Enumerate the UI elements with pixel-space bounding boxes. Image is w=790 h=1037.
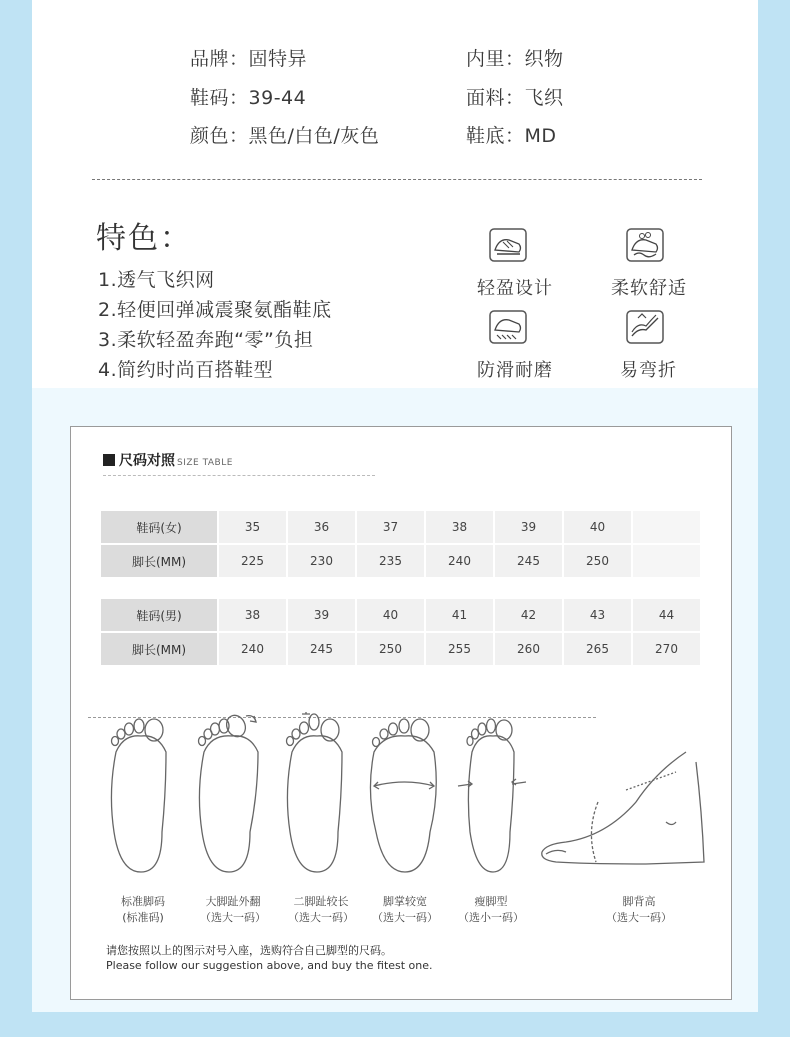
table-row xyxy=(100,632,701,666)
size-table-title-en: SIZE TABLE xyxy=(177,458,233,468)
foot-high-instep-icon xyxy=(542,752,704,864)
table-row xyxy=(100,510,701,544)
foot-type-advice: （选小一码） xyxy=(458,911,524,924)
table-cell: 38 xyxy=(218,598,287,632)
row-header: 鞋码(男) xyxy=(100,598,218,632)
table-cell: 40 xyxy=(356,598,425,632)
foot-type-advice: （选大一码） xyxy=(372,911,438,924)
foot-type-advice: (标准码) xyxy=(122,911,164,924)
table-cell: 225 xyxy=(218,544,287,578)
table-row xyxy=(100,544,701,578)
spec-label: 品牌： xyxy=(190,48,249,70)
foot-type-name: 瘦脚型 xyxy=(474,895,508,908)
foot-wide-icon xyxy=(370,719,436,872)
table-cell: 240 xyxy=(218,632,287,666)
table-cell: 240 xyxy=(425,544,494,578)
foot-slim-icon xyxy=(458,719,526,872)
spec-value: MD xyxy=(524,125,557,147)
row-header: 脚长(MM) xyxy=(100,632,218,666)
table-cell: 39 xyxy=(494,510,563,544)
feature-item: 2.轻便回弹减震聚氨酯鞋底 xyxy=(98,299,332,321)
spec-label: 内里： xyxy=(466,48,525,70)
feature-item: 3.柔软轻盈奔跑“零”负担 xyxy=(98,329,314,351)
foot-caption xyxy=(446,894,536,926)
table-cell: 42 xyxy=(494,598,563,632)
women-size-table xyxy=(99,509,702,579)
heading-underline xyxy=(103,475,375,476)
foot-type-name: 大脚趾外翻 xyxy=(205,895,261,908)
table-cell: 245 xyxy=(494,544,563,578)
foot-type-name: 脚背高 xyxy=(622,895,656,908)
spec-value: 黑色/白色/灰色 xyxy=(248,125,380,147)
square-icon xyxy=(103,454,115,466)
spec-label: 颜色： xyxy=(190,125,249,147)
size-table-heading xyxy=(103,450,233,470)
table-cell: 235 xyxy=(356,544,425,578)
foot-caption xyxy=(98,894,188,926)
foot-type-advice: （选大一码） xyxy=(606,911,672,924)
foot-caption xyxy=(276,894,366,926)
foot-standard-icon xyxy=(111,719,166,872)
table-cell: 265 xyxy=(563,632,632,666)
antislip-shoe-icon xyxy=(489,310,527,344)
foot-caption xyxy=(594,894,684,926)
table-cell: 36 xyxy=(287,510,356,544)
spec-brand xyxy=(190,44,307,71)
foot-type-advice: （选大一码） xyxy=(288,911,354,924)
row-header: 鞋码(女) xyxy=(100,510,218,544)
table-cell: 41 xyxy=(425,598,494,632)
spec-label: 鞋码： xyxy=(190,87,249,109)
spec-size xyxy=(190,83,306,110)
table-cell: 230 xyxy=(287,544,356,578)
foot-caption xyxy=(360,894,450,926)
table-cell: 37 xyxy=(356,510,425,544)
foot-type-name: 二脚趾较长 xyxy=(293,895,349,908)
feature-item: 1.透气飞织网 xyxy=(98,269,215,291)
table-cell xyxy=(632,510,701,544)
feature-item: 4.简约时尚百搭鞋型 xyxy=(98,359,274,381)
table-cell: 44 xyxy=(632,598,701,632)
light-shoe-icon xyxy=(489,228,527,262)
foot-type-name: 脚掌较宽 xyxy=(383,895,427,908)
spec-value: 织物 xyxy=(524,48,564,70)
table-cell: 40 xyxy=(563,510,632,544)
table-cell: 255 xyxy=(425,632,494,666)
table-cell: 250 xyxy=(563,544,632,578)
note-english: Please follow our suggestion above, and buy the fitest one. xyxy=(106,959,433,972)
table-cell: 270 xyxy=(632,632,701,666)
foot-caption xyxy=(188,894,278,926)
soft-shoe-icon xyxy=(626,228,664,262)
foot-long-second-toe-icon xyxy=(287,712,343,872)
men-size-table xyxy=(99,597,702,667)
feature-icon-label: 轻盈设计 xyxy=(477,278,553,299)
foot-type-advice: （选大一码） xyxy=(200,911,266,924)
features-title: 特色： xyxy=(96,221,192,256)
foot-bunion-icon xyxy=(199,712,259,872)
spec-sole xyxy=(466,121,557,148)
feature-icon-label: 易弯折 xyxy=(620,360,677,381)
spec-upper xyxy=(466,83,564,110)
spec-color xyxy=(190,121,379,148)
spec-value: 固特异 xyxy=(248,48,308,70)
spec-value: 39-44 xyxy=(248,87,307,109)
foot-illustrations xyxy=(96,712,716,892)
divider xyxy=(92,179,702,180)
size-table-title: 尺码对照 xyxy=(119,453,175,469)
spec-label: 面料： xyxy=(466,87,525,109)
spec-label: 鞋底： xyxy=(466,125,525,147)
spec-lining xyxy=(466,44,564,71)
table-cell: 39 xyxy=(287,598,356,632)
row-header: 脚长(MM) xyxy=(100,544,218,578)
feature-icon-label: 柔软舒适 xyxy=(611,278,687,299)
flex-shoe-icon xyxy=(626,310,664,344)
note-chinese: 请您按照以上的图示对号入座，选购符合自己脚型的尺码。 xyxy=(106,944,392,957)
table-cell: 260 xyxy=(494,632,563,666)
feature-icon-label: 防滑耐磨 xyxy=(477,360,553,381)
table-cell: 250 xyxy=(356,632,425,666)
foot-type-name: 标准脚码 xyxy=(121,895,165,908)
table-row xyxy=(100,598,701,632)
table-cell: 35 xyxy=(218,510,287,544)
spec-value: 飞织 xyxy=(524,87,564,109)
table-cell: 38 xyxy=(425,510,494,544)
table-cell xyxy=(632,544,701,578)
table-cell: 245 xyxy=(287,632,356,666)
table-cell: 43 xyxy=(563,598,632,632)
